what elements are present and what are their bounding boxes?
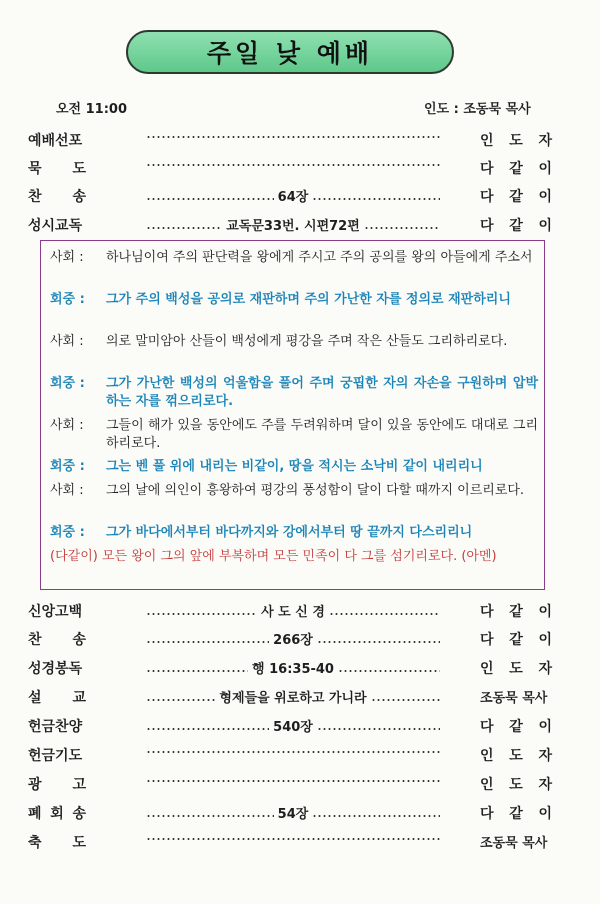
order-label: 묵 도 xyxy=(28,161,86,177)
order-responsible: 인 도 자 xyxy=(480,133,552,149)
order-row xyxy=(0,186,600,208)
dot-leader xyxy=(146,803,440,822)
reading-text: 그가 주의 백성을 공의로 재판하며 주의 가난한 자를 정의로 재판하리니 xyxy=(106,292,511,307)
order-row xyxy=(0,774,600,796)
order-responsible: 다 같 이 xyxy=(480,806,552,822)
order-row xyxy=(0,687,600,709)
reading-text: 의로 말미암아 산들이 백성에게 평강을 주며 작은 산들도 그리하리로다. xyxy=(106,334,508,349)
dot-leader xyxy=(146,687,440,706)
order-label: 성경봉독 xyxy=(28,661,83,677)
order-row xyxy=(0,745,600,767)
order-row xyxy=(0,601,600,623)
order-row xyxy=(0,716,600,738)
order-row xyxy=(0,629,600,651)
reading-text: 그가 가난한 백성의 억울함을 풀어 주며 궁핍한 자의 자손을 구원하며 압박하는 자를 꺾으리로다. xyxy=(106,376,538,409)
order-responsible: 다 같 이 xyxy=(480,218,552,234)
dot-leader xyxy=(146,601,440,620)
order-row xyxy=(0,803,600,825)
reading-speaker: 사회 : xyxy=(50,250,84,265)
order-responsible: 다 같 이 xyxy=(480,189,552,205)
reading-text: 그들이 해가 있을 동안에도 주를 두려워하며 달이 있을 동안에도 대대로 그리하리로다. xyxy=(106,418,538,451)
order-detail: 540장 xyxy=(273,720,313,735)
order-responsible: 인 도 자 xyxy=(480,661,552,677)
dot-leader xyxy=(146,158,440,166)
order-responsible: 인 도 자 xyxy=(480,777,552,793)
order-responsible: 다 같 이 xyxy=(480,632,552,648)
order-row xyxy=(0,130,600,152)
order-responsible: 조동묵 목사 xyxy=(480,836,548,851)
order-detail: 266장 xyxy=(273,633,313,648)
order-detail: 행 16:35-40 xyxy=(252,662,334,677)
reading-speaker: 사회 : xyxy=(50,334,84,349)
order-detail: 64장 xyxy=(277,190,309,205)
order-label: 축 도 xyxy=(28,835,86,851)
reading-speaker: 사회 : xyxy=(50,483,84,498)
order-label: 설 교 xyxy=(28,690,86,706)
order-row xyxy=(0,832,600,854)
service-time: 오전 11:00 xyxy=(56,102,128,117)
dot-leader xyxy=(146,774,440,782)
dot-leader xyxy=(146,832,440,840)
order-detail: 사 도 신 경 xyxy=(261,605,325,620)
reading-text: 그의 날에 의인이 흥왕하여 평강의 풍성함이 달이 다할 때까지 이르리로다. xyxy=(106,483,525,498)
order-label: 성시교독 xyxy=(28,218,83,234)
order-responsible: 다 같 이 xyxy=(480,161,552,177)
dot-leader xyxy=(146,130,440,138)
dot-leader xyxy=(146,629,440,648)
reading-speaker: 회중 : xyxy=(50,459,85,474)
page-title: 주일 낮 예배 xyxy=(126,30,454,74)
order-label: 신앙고백 xyxy=(28,604,83,620)
dot-leader xyxy=(146,215,440,234)
reading-text: 그는 벤 풀 위에 내리는 비같이, 땅을 적시는 소낙비 같이 내리리니 xyxy=(106,459,483,474)
reading-speaker: 사회 : xyxy=(50,418,84,433)
reading-text: 그가 바다에서부터 바다까지와 강에서부터 땅 끝까지 다스리리니 xyxy=(106,525,473,540)
service-leader: 인도 : 조동묵 목사 xyxy=(424,102,531,117)
reading-text: 하나님이여 주의 판단력을 왕에게 주시고 주의 공의를 왕의 아들에게 주소서 xyxy=(106,250,533,265)
dot-leader xyxy=(146,716,440,735)
order-row xyxy=(0,658,600,680)
reading-speaker: 회중 : xyxy=(50,376,85,391)
dot-leader xyxy=(146,745,440,753)
order-responsible: 다 같 이 xyxy=(480,719,552,735)
order-detail: 교독문33번. 시편72편 xyxy=(226,219,360,234)
order-label: 헌금기도 xyxy=(28,748,83,764)
order-label: 찬 송 xyxy=(28,632,86,648)
dot-leader xyxy=(146,658,440,677)
reading-text: (다같이) 모든 왕이 그의 앞에 부복하며 모든 민족이 다 그를 섬기리로다. (아멘) xyxy=(50,549,497,564)
order-row xyxy=(0,158,600,180)
order-label: 예배선포 xyxy=(28,133,83,149)
reading-speaker: 회중 : xyxy=(50,525,85,540)
order-label: 헌금찬양 xyxy=(28,719,83,735)
order-label: 폐 회 송 xyxy=(28,806,86,822)
order-responsible: 인 도 자 xyxy=(480,748,552,764)
order-detail: 54장 xyxy=(277,807,309,822)
order-label: 광 고 xyxy=(28,777,86,793)
order-detail: 형제들을 위로하고 가니라 xyxy=(219,691,367,706)
order-label: 찬 송 xyxy=(28,189,86,205)
order-row xyxy=(0,215,600,237)
order-responsible: 조동묵 목사 xyxy=(480,691,548,706)
reading-speaker: 회중 : xyxy=(50,292,85,307)
dot-leader xyxy=(146,186,440,205)
order-responsible: 다 같 이 xyxy=(480,604,552,620)
